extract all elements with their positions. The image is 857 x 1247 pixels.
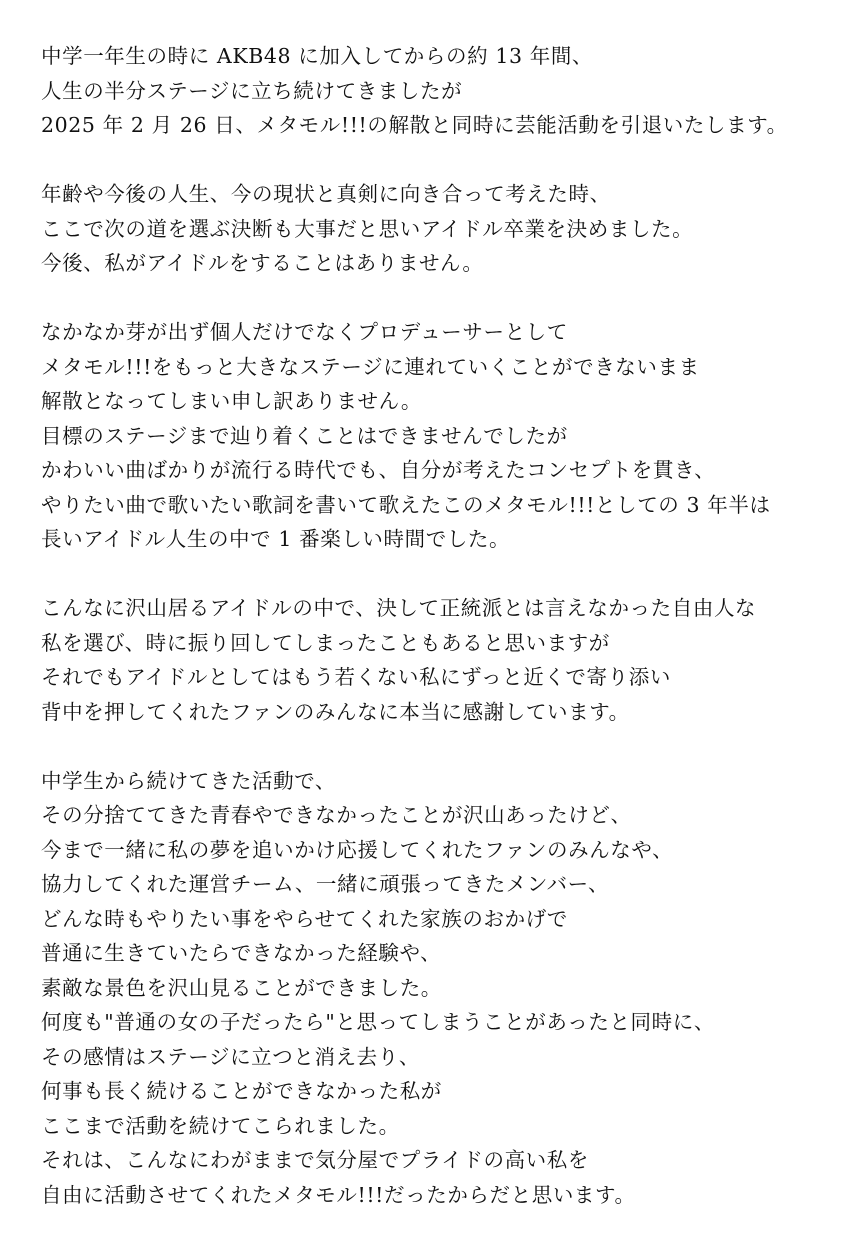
text-line: その感情はステージに立つと消え去り、 bbox=[41, 1044, 420, 1069]
paragraph-2 bbox=[41, 177, 841, 281]
text-line: かわいい曲ばかりが流行る時代でも、自分が考えたコンセプトを貫き、 bbox=[41, 458, 716, 482]
text-line: 私を選び、時に振り回してしまったこともあると思いますが bbox=[41, 630, 610, 655]
text-line: 素敵な景色を沢山見ることができました。 bbox=[41, 975, 442, 1000]
statement-text bbox=[41, 39, 841, 1247]
paragraph-1 bbox=[41, 39, 841, 143]
text-line: なかなか芽が出ず個人だけでなくプロデューサーとして bbox=[41, 320, 568, 344]
text-line: 背中を押してくれたファンのみんなに本当に感謝しています。 bbox=[41, 699, 630, 724]
text-line: それでもアイドルとしてはもう若くない私にずっと近くで寄り添い bbox=[41, 665, 671, 689]
paragraph-3 bbox=[41, 315, 841, 557]
text-line: 協力してくれた運営チーム、一緒に頑張ってきたメンバー、 bbox=[41, 872, 610, 896]
text-line: それは、こんなにわがままで気分屋でプライドの高い私を bbox=[41, 1148, 589, 1172]
text-line: どんな時もやりたい事をやらせてくれた家族のおかげで bbox=[41, 906, 568, 931]
text-line: その分捨ててきた青春やできなかったことが沢山あったけど、 bbox=[41, 803, 632, 827]
text-line: やりたい曲で歌いたい歌詞を書いて歌えたこのメタモル!!!としての 3 年半は bbox=[41, 492, 771, 517]
text-line: 今まで一緒に私の夢を追いかけ応援してくれたファンのみんなや、 bbox=[41, 837, 674, 862]
text-line: ここまで活動を続けてこられました。 bbox=[41, 1113, 400, 1138]
text-line: 長いアイドル人生の中で 1 番楽しい時間でした。 bbox=[41, 527, 511, 551]
text-line: 自由に活動させてくれたメタモル!!!だったからだと思います。 bbox=[41, 1182, 636, 1207]
text-line: 普通に生きていたらできなかった経験や、 bbox=[41, 941, 442, 965]
text-line: 何度も"普通の女の子だったら"と思ってしまうことがあったと同時に、 bbox=[41, 1010, 715, 1034]
text-line: 中学生から続けてきた活動で、 bbox=[41, 768, 336, 793]
text-line: 人生の半分ステージに立ち続けてきましたが bbox=[41, 78, 463, 103]
text-line: 目標のステージまで辿り着くことはできませんでしたが bbox=[41, 423, 568, 448]
text-line: 何事も長く続けることができなかった私が bbox=[41, 1079, 442, 1103]
text-line: 今後、私がアイドルをすることはありません。 bbox=[41, 251, 484, 275]
text-line: ここで次の道を選ぶ決断も大事だと思いアイドル卒業を決めました。 bbox=[41, 216, 694, 241]
text-line: 中学一年生の時に AKB48 に加入してからの約 13 年間、 bbox=[41, 44, 594, 68]
paragraph-5 bbox=[41, 764, 841, 1213]
text-line: 年齢や今後の人生、今の現状と真剣に向き合って考えた時、 bbox=[41, 182, 611, 206]
paragraph-4 bbox=[41, 591, 841, 729]
text-line: 解散となってしまい申し訳ありません。 bbox=[41, 389, 423, 413]
text-line: こんなに沢山居るアイドルの中で、決して正統派とは言えなかった自由人な bbox=[41, 596, 757, 620]
text-line: メタモル!!!をもっと大きなステージに連れていくことができないまま bbox=[41, 354, 700, 379]
text-line: 2025 年 2 月 26 日、メタモル!!!の解散と同時に芸能活動を引退いたします。 bbox=[41, 113, 788, 137]
